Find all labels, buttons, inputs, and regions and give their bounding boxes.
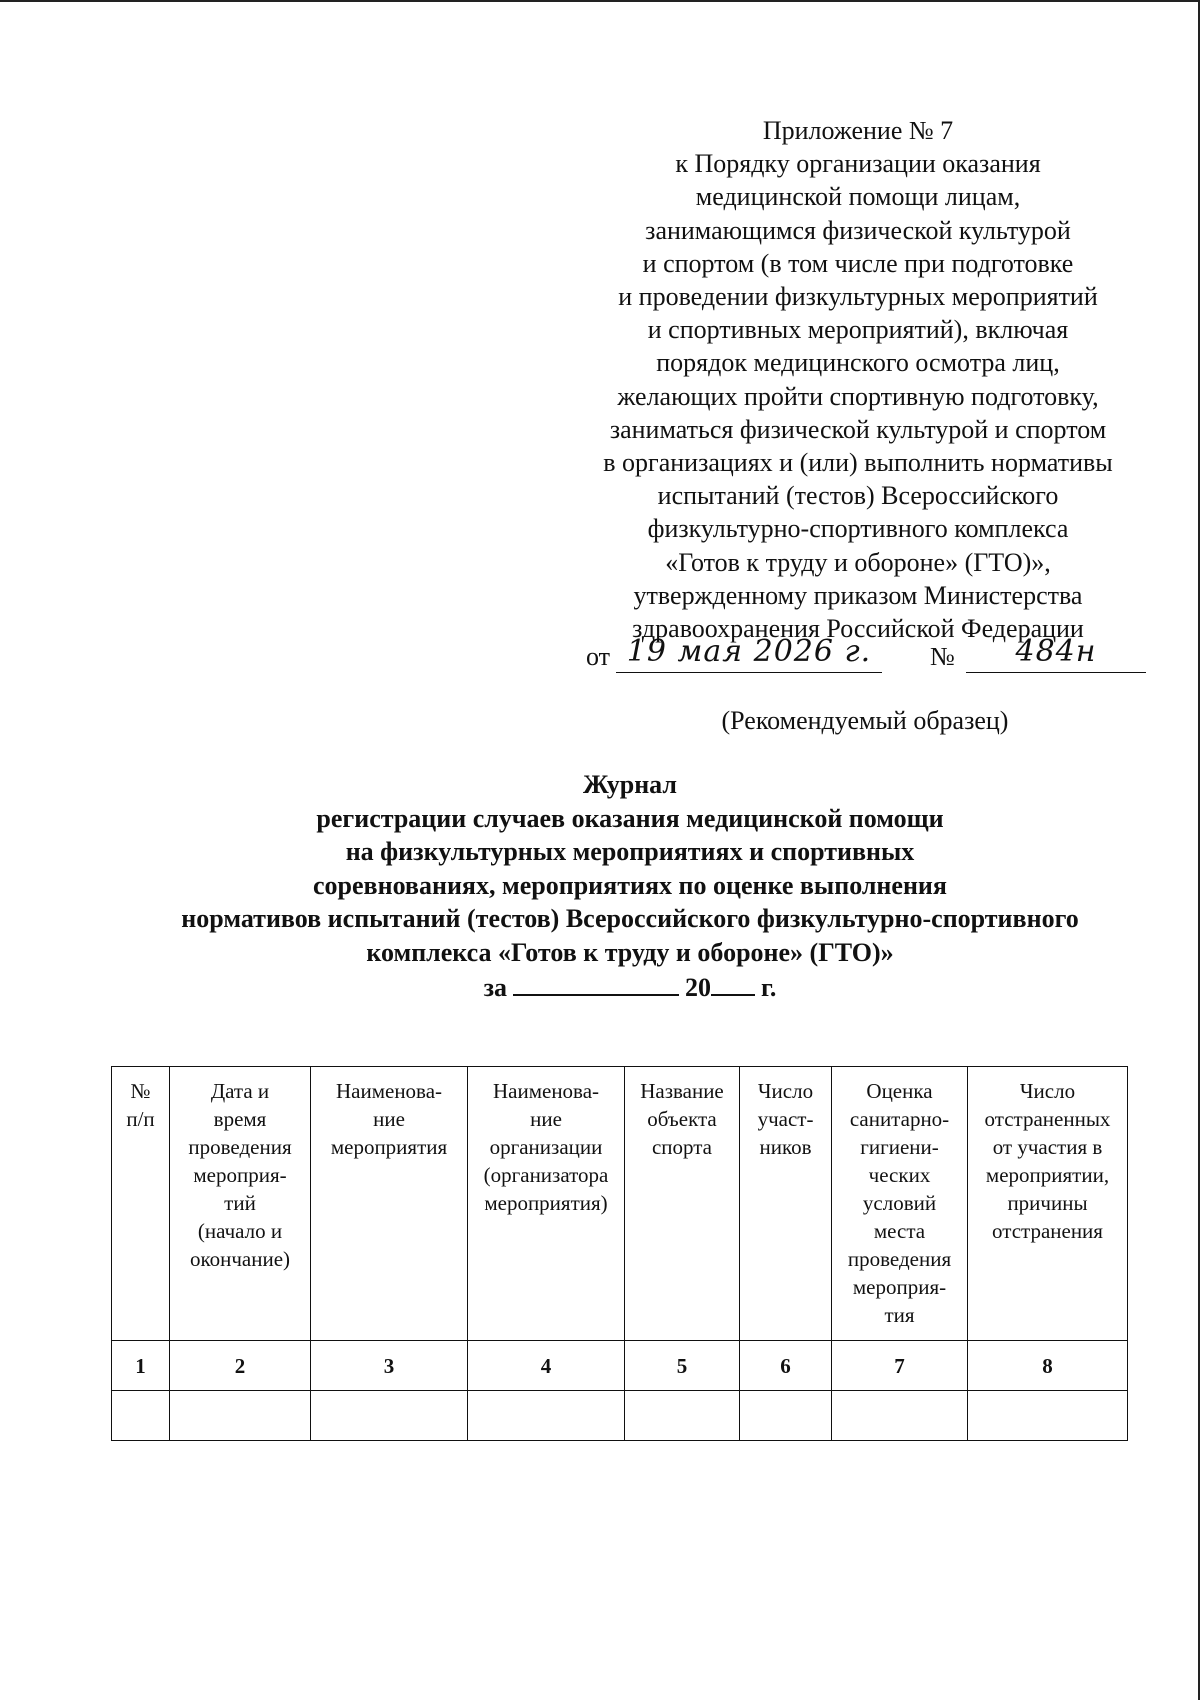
appendix-line: и спортом (в том числе при подготовке: [642, 248, 1074, 278]
period-blank: [513, 970, 679, 996]
order-number-label: №: [930, 642, 955, 671]
appendix-line: порядок медицинского осмотра лиц,: [656, 348, 1060, 378]
column-number: 4: [468, 1341, 625, 1391]
order-number-handwritten: 484н: [1015, 634, 1097, 669]
order-date-field: [616, 634, 882, 673]
table-cell: [968, 1391, 1128, 1441]
order-date-label: от: [586, 642, 611, 671]
table-cell: [112, 1391, 170, 1441]
appendix-line: к Порядку организации оказания: [675, 149, 1041, 179]
table-column-number-row: [112, 1341, 1128, 1391]
appendix-line: здравоохранения Российской Федерации: [632, 614, 1084, 644]
journal-title-line: Журнал: [583, 770, 677, 799]
column-header: Название объекта спорта: [625, 1067, 740, 1341]
journal-title-line: регистрации случаев оказания медицинской помощи: [316, 803, 944, 833]
scan-edge-top: [0, 0, 1200, 2]
journal-title-line: нормативов испытаний (тестов) Всероссийского физкультурно-спортивного: [181, 904, 1079, 933]
table-cell: [740, 1391, 832, 1441]
appendix-line: в организациях и (или) выполнить нормативы: [603, 448, 1113, 478]
appendix-line: медицинской помощи лицам,: [695, 182, 1021, 212]
appendix-header: [568, 114, 1148, 645]
appendix-line: желающих пройти спортивную подготовку,: [617, 381, 1099, 411]
table-cell: [625, 1391, 740, 1441]
period-prefix: за: [483, 973, 508, 1002]
journal-title-line: соревнованиях, мероприятиях по оценке выполнения: [313, 870, 947, 900]
order-reference: [586, 634, 1146, 680]
column-number: 2: [170, 1341, 311, 1391]
appendix-line: Приложение № 7: [762, 116, 954, 145]
column-number: 8: [968, 1341, 1128, 1391]
period-year-prefix: 20: [685, 973, 712, 1002]
period-suffix: г.: [761, 973, 777, 1002]
year-blank: [711, 970, 755, 996]
journal-table: [111, 1066, 1128, 1441]
table-row: [112, 1391, 1128, 1441]
column-number: 3: [311, 1341, 468, 1391]
column-header: Наименова- ние мероприятия: [311, 1067, 468, 1341]
table-header-row: [112, 1067, 1128, 1341]
appendix-line: физкультурно-спортивного комплекса: [647, 514, 1069, 544]
appendix-line: утвержденному приказом Министерства: [633, 580, 1083, 610]
order-number-field: [966, 634, 1146, 673]
journal-title: [100, 768, 1160, 969]
recommended-sample-label: (Рекомендуемый образец): [721, 706, 1009, 735]
column-number: 6: [740, 1341, 832, 1391]
appendix-line: «Готов к труду и обороне» (ГТО)»,: [665, 547, 1051, 577]
journal-title-line: комплекса «Готов к труду и обороне» (ГТО)»: [366, 937, 894, 967]
appendix-line: заниматься физической культурой и спортом: [609, 414, 1107, 444]
journal-title-line: на физкультурных мероприятиях и спортивных: [345, 837, 915, 866]
table-cell: [832, 1391, 968, 1441]
table-cell: [468, 1391, 625, 1441]
column-header: Наименова- ние организации (организатора мероприятия): [468, 1067, 625, 1341]
column-header: Число отстраненных от участия в мероприятии, причины отстранения: [968, 1067, 1128, 1341]
table-cell: [170, 1391, 311, 1441]
column-header: Оценка санитарно- гигиени- ческих условий места проведения мероприя- тия: [832, 1067, 968, 1341]
table-cell: [311, 1391, 468, 1441]
appendix-line: и спортивных мероприятий), включая: [647, 315, 1069, 345]
appendix-line: и проведении физкультурных мероприятий: [618, 282, 1098, 312]
column-header: Число участ- ников: [740, 1067, 832, 1341]
appendix-line: испытаний (тестов) Всероссийского: [657, 481, 1059, 511]
column-number: 7: [832, 1341, 968, 1391]
journal-period: [100, 970, 1160, 1003]
appendix-line: занимающимся физической культурой: [645, 215, 1071, 245]
column-number: 5: [625, 1341, 740, 1391]
column-number: 1: [112, 1341, 170, 1391]
column-header: № п/п: [112, 1067, 170, 1341]
column-header: Дата и время проведения мероприя- тий (начало и окончание): [170, 1067, 311, 1341]
order-date-handwritten: 19 мая 2026 г.: [626, 634, 872, 669]
